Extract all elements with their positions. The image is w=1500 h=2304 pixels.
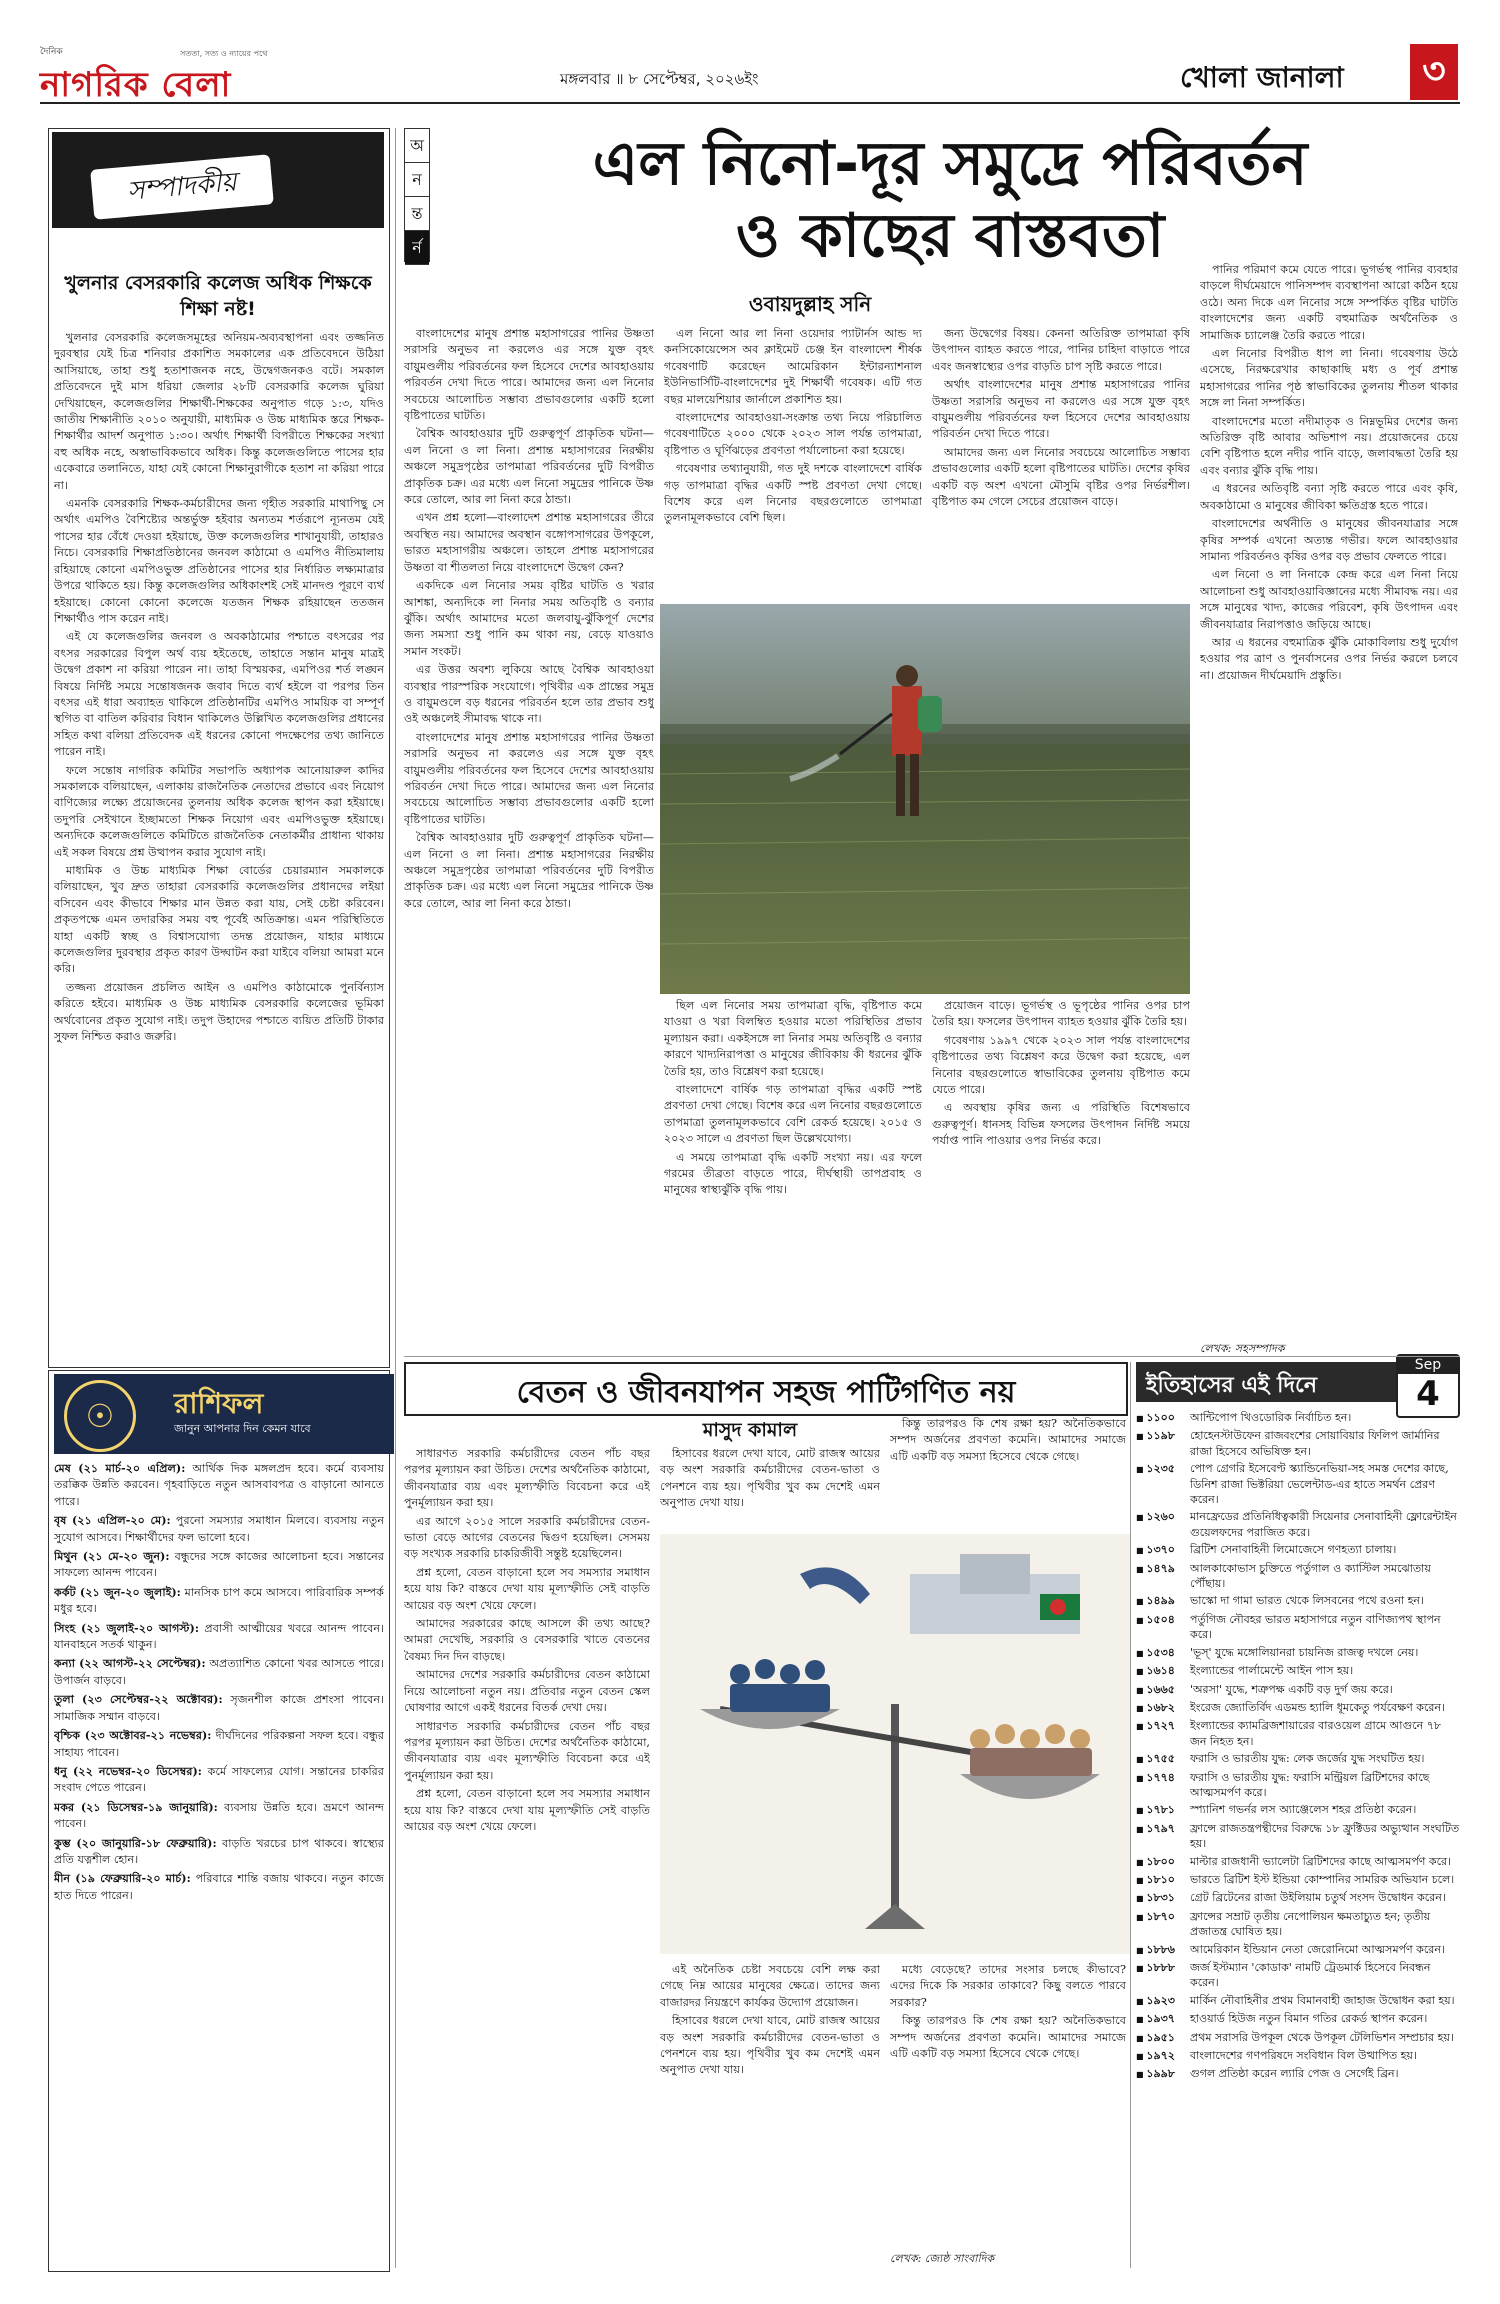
rashifal-sign: বৃশ্চিক (২৩ অক্টোবর-২১ নভেম্বর): bbox=[54, 1728, 212, 1743]
article-paragraph: আর এ ধরনের বহুমাত্রিক ঝুঁকি মোকাবিলায় শুধু দুর্যোগ হওয়ার পর ত্রাণ ও পুনর্বাসনের ওপর নির্ভর করলে চলবে না। প্রয়োজন দীর্ঘমেয়াদি প্রস্তুতি। bbox=[1200, 635, 1458, 682]
history-year: ■ ১৮০০ bbox=[1136, 1854, 1190, 1870]
history-event: হোহেনস্টাউফেন রাজবংশের সোয়াবিয়ার ফিলিপ জার্মানির রাজা হিসেবে অভিষিক্ত হন। bbox=[1190, 1429, 1440, 1458]
history-item bbox=[1136, 1751, 1460, 1767]
history-year: ■ ১৬৬৫ bbox=[1136, 1682, 1190, 1698]
rashifal-sign: মিথুন (২১ মে-২০ জুন): bbox=[54, 1549, 170, 1564]
lead-column-3 bbox=[932, 326, 1190, 598]
editorial-paragraph: এই যে কলেজগুলির জনবল ও অবকাঠামোর পশ্চাতে বৎসরের পর বৎসর সরকারের বিপুল অর্থ ব্যয় হইতেছে, তাহাতে সন্তান মানুষ মাত্রই উদ্বেগ প্রকাশ না করিয়া পারেন না। তাহা বিস্ময়কর, এমপিওর শর্ত লঙ্ঘন বিষয়ে নির্দিষ্ট সময়ে সন্তোষজনক জবাব দিতে ব্যর্থ হইলে বা পরপর তিন বৎসর এই ধারা অব্যাহত থাকিলে প্রতিষ্ঠানটির এমপিও সাময়িক বা সম্পূর্ণ স্থগিত বা বাতিল করিবার বিধান থাকিলেও উল্লিখিত কলেজগুলির প্রধানের সহিত কথা বলিয়া প্রতিবেদক এই ধরনের কোনো পদক্ষেপের তথ্য জানিতে পারেন নাই। bbox=[54, 630, 384, 759]
article-paragraph: সাধারণত সরকারি কর্মচারীদের বেতন পাঁচ বছর পরপর মূল্যায়ন করা উচিত। দেশের অর্থনৈতিক কাঠামো, জীবনযাত্রার ব্যয় এবং মূল্যস্ফীতি বিবেচনা করে এই পুনর্মূল্যায়ন করা হয়। bbox=[404, 1719, 650, 1782]
rashifal-item bbox=[54, 1548, 384, 1582]
rashifal-item bbox=[54, 1799, 384, 1833]
history-item bbox=[1136, 2066, 1460, 2082]
history-item bbox=[1136, 2030, 1460, 2046]
history-event: ফ্রান্সে রাজতন্ত্রপন্থীদের বিরুদ্ধে ১৮ ফ্রুক্টিডর অভ্যুত্থান সংঘটিত হয়। bbox=[1190, 1821, 1460, 1851]
history-year: ■ ১৪৭৯ bbox=[1136, 1561, 1190, 1592]
lead-signature: লেখক: সহসম্পাদক bbox=[1200, 1342, 1285, 1355]
history-year: ■ ১৬৮২ bbox=[1136, 1700, 1190, 1716]
article-paragraph: এর উত্তর অবশ্য লুকিয়ে আছে বৈশ্বিক আবহাওয়া ব্যবস্থার পারস্পরিক সংযোগে। পৃথিবীর এক প্রান্তের সমুদ্র ও বায়ুমণ্ডলে বড় ধরনের পরিবর্তন হলে তার প্রভাব শুধু ওই অঞ্চলেই সীমাবদ্ধ থাকে না। bbox=[404, 663, 654, 726]
section-name: খোলা জানালা bbox=[1180, 61, 1344, 94]
article-paragraph: ছিল এল নিনোর সময় তাপমাত্রা বৃদ্ধি, বৃষ্টিপাত কমে যাওয়া ও খরা বিলম্বিত হওয়ার মতো পরিস্থিতির প্রভাব মূল্যায়ন করা। একইসঙ্গে লা নিনার সময় অতিবৃষ্টি ও বন্যার কারণে খাদ্যনিরাপত্তা ও মানুষের জীবিকায় কী ধরনের ঝুঁকি তৈরি হয়, তাও বিশ্লেষণ করা হয়েছে। bbox=[664, 999, 922, 1078]
rashifal-item bbox=[54, 1512, 384, 1546]
history-event: আলকাকোভাস চুক্তিতে পর্তুগাল ও ক্যাস্টিল সমঝোতায় পৌঁছায়। bbox=[1190, 1561, 1431, 1591]
lead-column-mid1 bbox=[664, 998, 922, 1354]
rashifal-title: রাশিফল bbox=[174, 1387, 264, 1420]
history-item bbox=[1136, 2048, 1460, 2064]
lead-column-2 bbox=[664, 326, 922, 598]
history-item bbox=[1136, 1663, 1460, 1679]
history-title: ইতিহাসের এই দিনে bbox=[1146, 1373, 1317, 1398]
second-headline: বেতন ও জীবনযাপন সহজ পাটিগণিত নয় bbox=[516, 1375, 1016, 1410]
history-item bbox=[1136, 1612, 1460, 1643]
rashifal-sign: বৃষ (২১ এপ্রিল-২০ মে): bbox=[54, 1513, 171, 1528]
history-item bbox=[1136, 1890, 1460, 1906]
history-item bbox=[1136, 1509, 1460, 1540]
article-paragraph: এ সময়ে তাপমাত্রা বৃদ্ধি একটি সংখ্যা নয়। এর ফলে গরমের তীব্রতা বাড়তে পারে, দীর্ঘস্থায়ী তাপপ্রবাহ ও মানুষের স্বাস্থ্যঝুঁকি বৃদ্ধি পায়। bbox=[664, 1150, 922, 1197]
rashifal-sign: সিংহ (২১ জুলাই-২০ আগস্ট): bbox=[54, 1620, 199, 1635]
history-year: ■ ১৭৯৭ bbox=[1136, 1821, 1190, 1852]
history-event: ফরাসি ও ভারতীয় যুদ্ধ: লেক জর্জের যুদ্ধ সংঘটিত হয়। bbox=[1190, 1752, 1425, 1766]
article-paragraph: বাংলাদেশের মানুষ প্রশান্ত মহাসাগরের পানির উষ্ণতা সরাসরি অনুভব না করলেও এর সঙ্গে যুক্ত বৃহৎ বায়ুমণ্ডলীয় পরিবর্তনের ফল হিসেবে দেশের আবহাওয়ায় পরিবর্তন দেখা দিতে পারে। আমাদের জন্য এল নিনোর সবচেয়ে আলোচিত সম্ভাব্য প্রভাবগুলোর একটি হলো বৃষ্টিপাতের ঘাটতি। bbox=[404, 730, 654, 826]
issue-date: মঙ্গলবার ॥ ৮ সেপ্টেম্বর, ২০২৬ইং bbox=[560, 70, 759, 88]
history-year: ■ ১৯২৩ bbox=[1136, 1993, 1190, 2009]
editorial-paragraph: এমনকি বেসরকারি শিক্ষক-কর্মচারীদের জন্য গৃহীত সরকারি মাথাপিছু সে অর্থাৎ এমপিও বৈশিষ্ট্যের অন্তর্ভুক্ত হইবার অন্যতম শর্তরূপে ন্যূনতম যেই পাসের হার বেঁধে দেওয়া হইয়াছে, উক্ত কলেজগুলির শাখানুযায়ী, তাহারও নিচে। বেসরকারি শিক্ষাপ্রতিষ্ঠানের জনবল কাঠামো ও এমপিও নীতিমালায় রহিয়াছে কোনো এমপিওভুক্ত প্রতিষ্ঠানের পাসের হার নির্ধারিত লক্ষ্যমাত্রার উপরে থাকিতে হয়। কিন্তু কলেজগুলির অধিকাংশই সেই মানদণ্ড পূরণে ব্যর্থ হইয়াছে। কোনো কোনো কলেজে যতজন শিক্ষক রহিয়াছেন ততজন শিক্ষার্থীও পাস করেন নাই। bbox=[54, 497, 384, 625]
rashifal-sign: ধনু (২২ নভেম্বর-২০ ডিসেম্বর): bbox=[54, 1763, 202, 1778]
strip-char: অ bbox=[405, 129, 429, 163]
editorial-paragraph: ফলে সন্তোষ নাগরিক কমিটির সভাপতি অধ্যাপক আনোয়ারুল কাদির সমকালকে বলিয়াছেন, এলাকায় রাজনৈতিক নেতাদের প্রভাবে এবং নিয়োগ বাণিজ্যের লক্ষ্যে প্রয়োজনের তুলনায় অধিক কলেজ স্থাপন করা হইয়াছে। তদুপরি সেইখানে ইচ্ছামতো শিক্ষক নিয়োগ এবং এমপিওভুক্ত হইয়াছে। অন্যদিকে কলেজগুলিতে কমিটিতে রাজনৈতিক নেতাকর্মীর প্রাধান্য থাকায় এই সকল বিষয়ে প্রশ্ন উত্থাপন করার সুযোগ নাই। bbox=[54, 763, 384, 859]
article-paragraph: কিন্তু তারপরও কি শেষ রক্ষা হয়? অনৈতিকভাবে সম্পদ অর্জনের প্রবণতা কমেনি। আমাদের সমাজে এটি একটি বড় সমস্যা হিসেবে থেকে গেছে। bbox=[890, 1417, 1126, 1463]
page-number: ৩ bbox=[1410, 44, 1458, 100]
article-paragraph: এল নিনো আর লা নিনা ওয়েদার প্যাটার্নস আন্ড দ্য কনসিকোয়েন্সেস অব ক্লাইমেট চেঞ্জ ইন বাংলাদেশ শীর্ষক গবেষণাটি করেছেন আমেরিকান ইন্টারন্যাশনাল ইউনিভার্সিটি-বাংলাদেশের দুই শিক্ষার্থী গবেষক। এটি গত বছর মালয়েশিয়ার জার্নালে প্রকাশিত হয়। bbox=[664, 327, 922, 406]
rashifal-sign: মেষ (২১ মার্চ-২০ এপ্রিল): bbox=[54, 1461, 186, 1475]
second-signature: লেখক: জ্যেষ্ঠ সাংবাদিক bbox=[890, 2252, 995, 2265]
article-paragraph: আমাদের সরকারের কাছে আসলে কী তথ্য আছে? আমরা দেখেছি, সরকারি ও বেসরকারি খাতে বেতনের বৈষম্য দিন দিন বাড়ছে। bbox=[404, 1617, 650, 1663]
column-divider bbox=[395, 128, 396, 2268]
strip-char: ন্ত bbox=[405, 197, 429, 231]
history-year: ■ ১৯৫১ bbox=[1136, 2030, 1190, 2046]
rashifal-banner bbox=[54, 1374, 394, 1454]
history-year: ■ ১৪৯৯ bbox=[1136, 1593, 1190, 1609]
history-year: ■ ১৮৮৬ bbox=[1136, 1942, 1190, 1958]
history-item bbox=[1136, 1593, 1460, 1609]
article-paragraph: আমাদের দেশের সরকারি কর্মচারীদের বেতন কাঠামো নিয়ে আলোচনা নতুন নয়। প্রতিবার নতুন বেতন স্কেল ঘোষণার আগে একই ধরনের বিতর্ক দেখা দেয়। bbox=[404, 1668, 650, 1715]
history-event: ভারতে ব্রিটিশ ইস্ট ইন্ডিয়া কোম্পানির সামরিক অভিযান চলে। bbox=[1190, 1872, 1455, 1886]
editorial-paragraph: মাধ্যমিক ও উচ্চ মাধ্যমিক শিক্ষা বোর্ডের চেয়ারম্যান সমকালকে বলিয়াছেন, খুব দ্রুত তাহারা বেসরকারি কলেজগুলির প্রধানদের লইয়া বসিবেন এবং কীভাবে শিক্ষার মান উন্নত করা যায়, সেই চেষ্টা করিবেন। প্রকৃতপক্ষে এমন তদারকির সময় বহু পূর্বেই অতিক্রান্ত। এমন পরিস্থিতিতে যাহা একটি স্বচ্ছ ও বিশ্বাসযোগ্য তদন্ত প্রয়োজন, যাহার মাধ্যমে কলেজগুলির দুরবস্থার প্রকৃত কারণ উদ্ঘাটন করা যাইবে বলিয়া আমরা মনে করি। bbox=[54, 864, 384, 976]
section-strip bbox=[404, 128, 430, 262]
lead-headline[interactable] bbox=[440, 128, 1460, 272]
article-paragraph: এখন প্রশ্ন হলো—বাংলাদেশ প্রশান্ত মহাসাগরের তীরে অবস্থিত নয়। আমাদের অবস্থান বঙ্গোপসাগরের উপকূলে, ভারত মহাসাগরীয় অঞ্চলে। তাহলে প্রশান্ত মহাসাগরের উষ্ণতা বা শীতলতা নিয়ে বাংলাদেশে উদ্বেগ কেন? bbox=[404, 511, 654, 574]
history-year: ■ ১৭৮১ bbox=[1136, 1802, 1190, 1818]
rashifal-subtitle: জানুন আপনার দিন কেমন যাবে bbox=[174, 1422, 311, 1435]
history-event: আন্টিপোপ থিওডোরিক নির্বাচিত হন। bbox=[1190, 1411, 1352, 1424]
article-paragraph: আমাদের জন্য এল নিনোর সবচেয়ে আলোচিত সম্ভাব্য প্রভাবগুলোর একটি হলো বৃষ্টিপাতের ঘাটতি। দেশের কৃষির একটি বড় অংশ এখনো মৌসুমি বৃষ্টির ওপর নির্ভরশীল। বৃষ্টিপাত কম গেলে সেচের প্রয়োজন বাড়ে। bbox=[932, 445, 1190, 509]
rashifal-item bbox=[54, 1835, 384, 1869]
history-year: ■ ১৮৮৮ bbox=[1136, 1960, 1190, 1991]
history-event: 'অরসা' যুদ্ধে, শত্রুপক্ষ একটি বড় দুর্গ জয় করে। bbox=[1190, 1682, 1393, 1696]
second-column-2b bbox=[660, 1962, 880, 2266]
rashifal-text: আর্থিক দিক মঙ্গলপ্রদ হবে। কর্মে ব্যবসায় তরক্কিক উন্নতি করবেন। গৃহবাড়িতে নতুন আসবাবপত্র ও বাড়ানো আনতে পারে। bbox=[54, 1462, 384, 1508]
history-event: বাংলাদেশের গণপরিষদে সংবিধান বিল উত্থাপিত হয়। bbox=[1190, 2049, 1417, 2063]
article-paragraph: গবেষণায় ১৯৯৭ থেকে ২০২৩ সাল পর্যন্ত বাংলাদেশের বৃষ্টিপাতের তথ্য বিশ্লেষণ করে উদ্বেগ করা হয়েছে, এল নিনোর বছরগুলোতে স্বাভাবিকের তুলনায় বৃষ্টিপাত কমে যেতে পারে। bbox=[932, 1033, 1190, 1097]
article-paragraph: গবেষণার তথ্যানুযায়ী, গত দুই দশকে বাংলাদেশে বার্ষিক গড় তাপমাত্রা বৃদ্ধির একটি স্পষ্ট প্রবণতা দেখা গেছে। বিশেষ করে এল নিনোর বছরগুলোতে তাপমাত্রা তুলনামূলকভাবে বেশি ছিল। bbox=[664, 462, 922, 525]
history-event: ইংরেজ জ্যোতির্বিদ এডমন্ড হ্যালি ধূমকেতু পর্যবেক্ষণ করেন। bbox=[1190, 1700, 1445, 1714]
rashifal-text: সৃজনশীল কাজে প্রশংসা পাবেন। সামাজিক সম্মান বাড়বে। bbox=[54, 1693, 384, 1723]
history-year: ■ ১৭২৭ bbox=[1136, 1718, 1190, 1749]
article-paragraph: বৈশ্বিক আবহাওয়ার দুটি গুরুত্বপূর্ণ প্রাকৃতিক ঘটনা—এল নিনো ও লা নিনা। প্রশান্ত মহাসাগরের নিরক্ষীয় অঞ্চলে সমুদ্রপৃষ্ঠের তাপমাত্রা পরিবর্তনের দুটি বিপরীত প্রাকৃতিক চক্র। এর মধ্যে এল নিনো সমুদ্রের পানিকে উষ্ণ করে তোলে, আর লা নিনা করে ঠান্ডা। bbox=[404, 831, 654, 910]
history-item bbox=[1136, 1821, 1460, 1852]
history-event: মার্কিন নৌবাহিনীর প্রথম বিমানবাহী জাহাজ উদ্বোধন করা হয়। bbox=[1190, 1993, 1455, 2007]
history-event: প্রথম সরাসরি উপকূল থেকে উপকূল টেলিভিশন সম্প্রচার হয়। bbox=[1190, 2030, 1454, 2044]
history-item bbox=[1136, 1461, 1460, 1507]
rashifal-sign: কুম্ভ (২০ জানুয়ারি-১৮ ফেব্রুয়ারি): bbox=[54, 1835, 217, 1850]
history-year: ■ ১১০০ bbox=[1136, 1410, 1190, 1426]
article-paragraph: প্রয়োজন বাড়ে। ভূগর্ভস্থ ও ভূপৃষ্ঠের পানির ওপর চাপ তৈরি হয়। ফসলের উৎপাদন ব্যাহত হওয়ার ঝুঁকি তৈরি হয়। bbox=[932, 999, 1190, 1029]
rashifal-sign: মকর (২১ ডিসেম্বর-১৯ জানুয়ারি): bbox=[54, 1799, 218, 1814]
rashifal-item bbox=[54, 1620, 384, 1654]
history-year: ■ ১৮১০ bbox=[1136, 1872, 1190, 1888]
rashifal-text: মানসিক চাপ কমে আসবে। পারিবারিক সম্পর্ক মধুর হবে। bbox=[54, 1585, 384, 1616]
article-paragraph: অর্থাৎ বাংলাদেশের মানুষ প্রশান্ত মহাসাগরের পানির উষ্ণতা সরাসরি অনুভব না করলেও এর সঙ্গে যুক্ত বৃহৎ বায়ুমণ্ডলীয় পরিবর্তনের ফল হিসেবে দেশের আবহাওয়ায় পরিবর্তন দেখা দিতে পারে। bbox=[932, 378, 1190, 441]
article-paragraph: প্রশ্ন হলো, বেতন বাড়ানো হলে সব সমস্যার সমাধান হয়ে যায় কি? বাস্তবে দেখা যায় মূল্যস্ফীতি সেই বাড়তি আয়ের বড় অংশ খেয়ে ফেলে। bbox=[404, 1565, 650, 1612]
history-event: মাল্টার রাজধানী ভ্যালেটা ব্রিটিশদের কাছে আত্মসমর্পণ করে। bbox=[1190, 1854, 1452, 1868]
article-paragraph: হিসাবের ধরলে দেখা যাবে, মোট রাজস্ব আয়ের বড় অংশ সরকারি কর্মচারীদের বেতন-ভাতা ও পেনশনে ব্যয় হয়। পৃথিবীর খুব কম দেশেই এমন অনুপাত দেখা যায়। bbox=[660, 1447, 880, 1510]
history-year: ■ ১৯৯৮ bbox=[1136, 2066, 1190, 2082]
rashifal-item bbox=[54, 1691, 384, 1725]
rashifal-sign: তুলা (২৩ সেপ্টেম্বর-২২ অক্টোবর): bbox=[54, 1692, 223, 1707]
history-item bbox=[1136, 1960, 1460, 1991]
history-event: ফ্রান্সের সম্রাট তৃতীয় নেপোলিয়ন ক্ষমতাচ্যুত হন; তৃতীয় প্রজাতন্ত্র ঘোষিত হয়। bbox=[1190, 1909, 1431, 1939]
history-year: ■ ১২৩৫ bbox=[1136, 1461, 1190, 1507]
cartoon-illustration[interactable] bbox=[660, 1534, 1130, 1954]
history-event: ভাস্কো দা গামা ভারত থেকে লিসবনের পথে রওনা হন। bbox=[1190, 1594, 1424, 1608]
rashifal-item bbox=[54, 1655, 384, 1689]
history-event: ইংল্যান্ডের পার্লামেন্টে আইন পাস হয়। bbox=[1190, 1664, 1354, 1678]
article-paragraph: বাংলাদেশের আবহাওয়া-সংক্রান্ত তথ্য নিয়ে পরিচালিত গবেষণাটিতে ২০০০ থেকে ২০২৩ সাল পর্যন্ত তাপমাত্রা, বৃষ্টিপাত ও ঘূর্ণিঝড়ের প্রবণতা পর্যালোচনা করা হয়েছে। bbox=[664, 411, 922, 457]
column-divider bbox=[1130, 1362, 1131, 2268]
second-headline-box[interactable] bbox=[404, 1362, 1128, 1416]
history-list bbox=[1136, 1410, 1460, 2270]
article-paragraph: বাংলাদেশের মানুষ প্রশান্ত মহাসাগরের পানির উষ্ণতা সরাসরি অনুভব না করলেও এর সঙ্গে যুক্ত বৃহৎ বায়ুমণ্ডলীয় পরিবর্তনের ফল হিসেবে দেশের আবহাওয়ায় পরিবর্তন দেখা দিতে পারে। আমাদের জন্য এল নিনোর সবচেয়ে আলোচিত সম্ভাব্য প্রভাবগুলোর একটি হলো বৃষ্টিপাতের ঘাটতি। bbox=[404, 327, 654, 423]
rashifal-item bbox=[54, 1763, 384, 1797]
rashifal-text: অপ্রত্যাশিত কোনো খবর আসতে পারে। উপার্জন বাড়বে। bbox=[54, 1657, 384, 1687]
article-paragraph: জন্য উদ্বেগের বিষয়। কেননা অতিরিক্ত তাপমাত্রা কৃষি উৎপাদন ব্যাহত করতে পারে, পানির চাহিদা বাড়াতে পারে এবং জনস্বাস্থ্যের ওপর বাড়তি চাপ সৃষ্টি করতে পারে। bbox=[932, 327, 1190, 373]
history-year: ■ ১৮৩১ bbox=[1136, 1890, 1190, 1906]
article-paragraph: কিন্তু তারপরও কি শেষ রক্ষা হয়? অনৈতিকভাবে সম্পদ অর্জনের প্রবণতা কমেনি। আমাদের সমাজে এটি একটি বড় সমস্যা হিসেবে থেকে গেছে। bbox=[890, 2014, 1126, 2061]
rashifal-list bbox=[54, 1460, 384, 2270]
article-paragraph: বাংলাদেশের মতো নদীমাতৃক ও নিম্নভূমির দেশের জন্য অতিরিক্ত বৃষ্টি আবার অভিশাপ নয়। প্রয়োজনের চেয়ে বেশি বৃষ্টিপাত হলে নদীর পানি বাড়ে, জলাবদ্ধতা তৈরি হয় এবং বন্যার ঝুঁকি বৃদ্ধি পায়। bbox=[1200, 414, 1458, 477]
history-event: জর্জ ইস্টম্যান 'কোডাক' নামটি ট্রেডমার্ক হিসেবে নিবন্ধন করেন। bbox=[1190, 1961, 1431, 1990]
history-event: মানফ্রেডের প্রতিনিধিত্বকারী সিয়েনার সেনাবাহিনী ফ্লোরেন্টাইন গুয়েলফদের পরাজিত করে। bbox=[1190, 1510, 1457, 1539]
article-paragraph: এ অবস্থায় কৃষির জন্য এ পরিস্থিতি বিশেষভাবে গুরুত্বপূর্ণ। ধানসহ বিভিন্ন ফসলের উৎপাদন নির্দিষ্ট সময়ে পর্যাপ্ত পানি পাওয়ার ওপর নির্ভর করে। bbox=[932, 1101, 1190, 1148]
strip-char: ন bbox=[405, 163, 429, 197]
history-item bbox=[1136, 1561, 1460, 1592]
history-year: ■ ১৬১৪ bbox=[1136, 1663, 1190, 1679]
history-year: ■ ১১৯৮ bbox=[1136, 1428, 1190, 1459]
rashifal-text: বন্ধুদের সঙ্গে কাজের আলোচনা হবে। সন্তানের সাফল্যে আনন্দ পাবেন। bbox=[54, 1550, 384, 1580]
history-item bbox=[1136, 1718, 1460, 1749]
history-event: ফরাসি ও ভারতীয় যুদ্ধ: ফরাসি মন্ট্রিয়ল ব্রিটিশদের কাছে আত্মসমর্পণ করে। bbox=[1190, 1770, 1430, 1799]
history-event: হাওয়ার্ড হিউজ নতুন বিমান গতির রেকর্ড স্থাপন করেন। bbox=[1190, 2012, 1428, 2026]
history-year: ■ ১৫০৪ bbox=[1136, 1612, 1190, 1643]
history-item bbox=[1136, 1854, 1460, 1870]
rashifal-item bbox=[54, 1727, 384, 1761]
section-divider bbox=[404, 1356, 1460, 1357]
zodiac-wheel-icon: ☉ bbox=[64, 1380, 136, 1452]
article-paragraph: বৈশ্বিক আবহাওয়ার দুটি গুরুত্বপূর্ণ প্রাকৃতিক ঘটনা—এল নিনো ও লা নিনা। প্রশান্ত মহাসাগরের নিরক্ষীয় অঞ্চলে সমুদ্রপৃষ্ঠের তাপমাত্রা পরিবর্তনের দুটি বিপরীত প্রাকৃতিক চক্র। এর মধ্যে এল নিনো সমুদ্রের পানিকে উষ্ণ করে তোলে, আর লা নিনা করে ঠান্ডা। bbox=[404, 427, 654, 507]
history-event: পর্তুগিজ নৌবহর ভারত মহাসাগরে নতুন বাণিজ্যপথ স্থাপন করে। bbox=[1190, 1612, 1441, 1642]
article-paragraph: পানির পরিমাণ কমে যেতে পারে। ভূগর্ভস্থ পানির ব্যবহার বাড়লে দীর্ঘমেয়াদে পানিসম্পদ ব্যবস্থাপনা আরো কঠিন হয়ে ওঠে। অন্য দিকে এল নিনোর সঙ্গে সম্পর্কিত বৃষ্টির ঘাটতি বাংলাদেশের জন্য একটি বহুমাত্রিক অর্থনৈতিক ও সামাজিক চ্যালেঞ্জ তৈরি করতে পারে। bbox=[1200, 263, 1458, 342]
editorial-paragraph: খুলনার বেসরকারি কলেজসমূহের অনিয়ম-অব্যবস্থাপনা এবং তজ্জনিত দুরবস্থার যেই চিত্র শনিবার প্রকাশিত সমকালের এক প্রতিবেদনে উঠিয়া আসিয়াছে, তাহা শুধু হতাশাজনক নহে, উদ্বেগজনকও বটে। সমকাল প্রতিবেদনে দুই মাস ধরিয়া জেলার ২৮টি বেসরকারি কলেজ ঘুরিয়া দেখিয়াছেন, কলেজগুলির শিক্ষার্থী-শিক্ষকের অনুপাত গড়ে ১:৩, যদিও জাতীয় শিক্ষানীতি ২০১০ অনুযায়ী, মাধ্যমিক ও উচ্চ মাধ্যমিক স্তরে শিক্ষক-শিক্ষার্থীর আদর্শ অনুপাত ১:৩০। অর্থাৎ শিক্ষার্থী বিপরীতে শিক্ষকের সংখ্যা বহু অধিক নহে, অস্বাভাবিকভাবে অধিক। কিন্তু কলেজগুলিতে পাসের হার একেবারে তলানিতে, যাহা যেই কোনো শিক্ষানুরাগীকে হতাশ না করিয়া পারে না। bbox=[54, 331, 384, 492]
article-paragraph: হিসাবের ধরলে দেখা যাবে, মোট রাজস্ব আয়ের বড় অংশ সরকারি কর্মচারীদের বেতন-ভাতা ও পেনশনে ব্যয় হয়। পৃথিবীর খুব কম দেশেই এমন অনুপাত দেখা যায়। bbox=[660, 2014, 880, 2077]
article-paragraph: প্রশ্ন হলো, বেতন বাড়ানো হলে সব সমস্যার সমাধান হয়ে যায় কি? বাস্তবে দেখা যায় মূল্যস্ফীতি সেই বাড়তি আয়ের বড় অংশ খেয়ে ফেলে। bbox=[404, 1787, 650, 1833]
logo-main: নাগরিক বেলা bbox=[40, 65, 232, 105]
lead-column-1 bbox=[404, 326, 654, 1354]
history-item bbox=[1136, 1942, 1460, 1958]
editorial-paragraph: তজ্জন্য প্রয়োজন প্রচলিত আইন ও এমপিও কাঠামোকে পুনর্বিন্যাস করিতে হইবে। মাধ্যমিক ও উচ্চ মাধ্যমিক বেসরকারি কলেজের ভূমিকা অর্থবোনের প্রকৃত সুযোগ নাই। তদুপ উহাদের পশ্চাতে ব্যয়িত প্রতিটি টাকার সুফল নিশ্চিত করাও জরুরি। bbox=[54, 980, 384, 1044]
editorial-banner bbox=[52, 132, 384, 260]
logo-tagline: সততা, সত্য ও ন্যায়ের পথে bbox=[180, 49, 268, 58]
history-year: ■ ১৭৫৫ bbox=[1136, 1751, 1190, 1767]
article-paragraph: এল নিনোর বিপরীত ধাপ লা নিনা। গবেষণায় উঠে এসেছে, নিরক্ষরেখার কাছাকাছি মধ্য ও পূর্ব প্রশান্ত মহাসাগরের পানির পৃষ্ঠ স্বাভাবিকের তুলনায় শীতল থাকার সঙ্গে লা নিনা সম্পর্কিত। bbox=[1200, 347, 1458, 410]
rashifal-item bbox=[54, 1870, 384, 1904]
history-year: ■ ১৮৭০ bbox=[1136, 1909, 1190, 1940]
history-item bbox=[1136, 1410, 1460, 1426]
article-paragraph: মধ্যে বেড়েছে? তাদের সংসার চলছে কীভাবে? এদের দিকে কি সরকার তাকাবে? কিছু বলতে পারবে সরকার? bbox=[890, 1963, 1126, 2009]
history-item bbox=[1136, 1542, 1460, 1558]
history-year: ■ ১৯৭২ bbox=[1136, 2048, 1190, 2064]
article-paragraph: এই অনৈতিক চেষ্টা সবচেয়ে বেশি লক্ষ করা গেছে নিম্ন আয়ের মানুষের ক্ষেত্রে। তাদের জন্য বাজারদর নিয়ন্ত্রণে কার্যকর উদ্যোগ প্রয়োজন। bbox=[660, 1963, 880, 2009]
editorial-body bbox=[54, 330, 384, 1360]
history-item bbox=[1136, 1993, 1460, 2009]
history-item bbox=[1136, 1770, 1460, 1801]
history-item bbox=[1136, 2011, 1460, 2027]
article-paragraph: বাংলাদেশের অর্থনীতি ও মানুষের জীবনযাত্রার সঙ্গে কৃষির সম্পর্ক এখনো অত্যন্ত গভীর। ফলে আবহাওয়ার সামান্য পরিবর্তনও কৃষির ওপর বড় প্রভাব ফেলতে পারে। bbox=[1200, 517, 1458, 563]
rashifal-item bbox=[54, 1584, 384, 1618]
second-column-1 bbox=[404, 1446, 650, 2266]
editorial-title: খুলনার বেসরকারি কলেজ অধিক শিক্ষকে শিক্ষা নষ্ট! bbox=[64, 272, 372, 320]
lead-byline: ওবায়দুল্লাহ সনি bbox=[748, 292, 872, 316]
rashifal-text: প্রবাসী আত্মীয়ের খবরে আনন্দ পাবেন। যানবাহনে সতর্ক থাকুন। bbox=[54, 1621, 384, 1652]
history-item bbox=[1136, 1802, 1460, 1818]
article-paragraph: সাধারণত সরকারি কর্মচারীদের বেতন পাঁচ বছর পরপর মূল্যায়ন করা উচিত। দেশের অর্থনৈতিক কাঠামো, জীবনযাত্রার ব্যয় এবং মূল্যস্ফীতি বিবেচনা করে এই পুনর্মূল্যায়ন করা হয়। bbox=[404, 1447, 650, 1510]
rashifal-text: ব্যবসায় উন্নতি হবে। ভ্রমণে আনন্দ পাবেন। bbox=[54, 1800, 384, 1831]
history-event: ইংল্যান্ডের ক্যামব্রিজশায়ারের বারওয়েল গ্রামে আগুনে ৭৮ জন নিহত হন। bbox=[1190, 1719, 1442, 1748]
history-event: পোপ গ্রেগরি ইসেবেণ্ট স্ক্যান্ডিনেভিয়া-সহ সমস্ত দেশের কাছে, ডিনিশ রাজা ভিক্টরিয়া ভেলেন্টাড-এর হাতে সমর্থন প্রেরণ করেন। bbox=[1190, 1462, 1449, 1507]
history-item bbox=[1136, 1645, 1460, 1661]
history-item bbox=[1136, 1872, 1460, 1888]
history-year: ■ ১৯৩৭ bbox=[1136, 2011, 1190, 2027]
article-paragraph: বাংলাদেশে বার্ষিক গড় তাপমাত্রা বৃদ্ধির একটি স্পষ্ট প্রবণতা দেখা গেছে। বিশেষ করে এল নিনোর বছরগুলোতে তাপমাত্রা তুলনামূলকভাবে বেশি রেকর্ড হয়েছে। ২০১৫ ও ২০২৩ সালে এ প্রবণতা ছিল উল্লেখযোগ্য। bbox=[664, 1083, 922, 1146]
history-year: ■ ১৫৩৪ bbox=[1136, 1645, 1190, 1661]
rashifal-text: পুরনো সমস্যার সমাধান মিলবে। ব্যবসায় নতুন সুযোগ আসবে। শিক্ষার্থীদের ফল ভালো হবে। bbox=[54, 1514, 384, 1544]
second-column-3b bbox=[890, 1962, 1126, 2242]
second-column-3 bbox=[890, 1416, 1126, 1530]
article-paragraph: এর আগে ২০১৫ সালে সরকারি কর্মচারীদের বেতন-ভাতা বেড়ে আগের বেতনের দ্বিগুণ হয়েছিল। সেসময় বড় সংখ্যক সরকারি চাকরিজীবী সন্তুষ্ট হয়েছিলেন। bbox=[404, 1514, 650, 1561]
history-item bbox=[1136, 1700, 1460, 1716]
article-paragraph: এ ধরনের অতিবৃষ্টি বন্যা সৃষ্টি করতে পারে এবং কৃষি, অবকাঠামো ও মানুষের জীবিকা ক্ষতিগ্রস্ত হতে পারে। bbox=[1200, 482, 1458, 512]
rashifal-text: পরিবারে শান্তি বজায় থাকবে। নতুন কাজে হাত দিতে পারেন। bbox=[54, 1872, 384, 1902]
history-year: ■ ১৭৭৪ bbox=[1136, 1770, 1190, 1801]
article-paragraph: এল নিনো ও লা নিনাকে কেন্দ্র করে এল নিনা নিয়ে আলোচনা শুধু আবহাওয়াবিজ্ঞানের মধ্যে সীমাবদ্ধ নয়। এর সঙ্গে মানুষের খাদ্য, কাজের পরিবেশ, কৃষি উৎপাদন এবং জীবনযাত্রার নিরাপত্তাও জড়িয়ে আছে। bbox=[1200, 568, 1458, 631]
lead-column-mid2 bbox=[932, 998, 1190, 1354]
lead-headline-line2: ও কাছের বাস্তবতা bbox=[735, 201, 1165, 271]
history-event: গ্রেট ব্রিটেনের রাজা উইলিয়াম চতুর্থ সংসদ উদ্বোধন করেন। bbox=[1190, 1891, 1446, 1905]
editorial-label: সম্পাদকীয় bbox=[90, 154, 274, 219]
calendar-month: Sep bbox=[1398, 1356, 1458, 1374]
rashifal-item bbox=[54, 1460, 384, 1510]
history-year: ■ ১৩৭০ bbox=[1136, 1542, 1190, 1558]
lead-column-4 bbox=[1200, 262, 1458, 1338]
history-event: আমেরিকান ইন্ডিয়ান নেতা জেরোনিমো আত্মসমর্পণ করেন। bbox=[1190, 1942, 1445, 1956]
second-column-2 bbox=[660, 1446, 880, 1530]
strip-char: র্ন bbox=[405, 231, 429, 265]
calendar-icon bbox=[1396, 1354, 1460, 1418]
history-event: 'ভূস্' যুদ্ধে মঙ্গোলিয়ানরা চায়নিজ রাজত্ব দখলে নেয়। bbox=[1190, 1645, 1419, 1659]
rashifal-text: বাড়তি খরচের চাপ থাকবে। স্বাস্থ্যের প্রতি যত্নশীল হোন। bbox=[54, 1836, 384, 1866]
history-item bbox=[1136, 1909, 1460, 1940]
lead-photo[interactable] bbox=[660, 604, 1190, 994]
calendar-day: 4 bbox=[1416, 1374, 1440, 1414]
rashifal-sign: কন্যা (২২ আগস্ট-২২ সেপ্টেম্বর): bbox=[54, 1656, 206, 1671]
history-event: গুগল প্রতিষ্ঠা করেন ল্যারি পেজ ও সের্গেই ব্রিন। bbox=[1190, 2067, 1399, 2081]
history-item bbox=[1136, 1682, 1460, 1698]
rashifal-text: কর্মে সাফল্যের যোগ। সন্তানের চাকরির সংবাদ পেতে পারেন। bbox=[54, 1764, 384, 1795]
history-year: ■ ১২৬০ bbox=[1136, 1509, 1190, 1540]
logo-sub: দৈনিক bbox=[40, 47, 63, 57]
rashifal-text: দীর্ঘদিনের পরিকল্পনা সফল হবে। বন্ধুর সাহায্য পাবেন। bbox=[54, 1729, 384, 1759]
article-paragraph: একদিকে এল নিনোর সময় বৃষ্টির ঘাটতি ও খরার আশঙ্কা, অন্যদিকে লা নিনার সময় অতিবৃষ্টি ও বন্যার ঝুঁকি। অর্থাৎ আমাদের মতো জলবায়ু-ঝুঁকিপূর্ণ দেশের জন্য সমস্যা শুধু পানি কম থাকা নয়, বেড়ে যাওয়াও সমান সংকট। bbox=[404, 579, 654, 658]
history-event: স্প্যানিশ গভর্নর লস অ্যাঞ্জেলেস শহর প্রতিষ্ঠা করেন। bbox=[1190, 1803, 1417, 1817]
rashifal-sign: কর্কট (২১ জুন-২০ জুলাই): bbox=[54, 1584, 181, 1599]
rashifal-sign: মীন (১৯ ফেব্রুয়ারি-২০ মার্চ): bbox=[54, 1871, 191, 1886]
second-byline: মাসুদ কামাল bbox=[702, 1419, 798, 1441]
newspaper-logo[interactable] bbox=[40, 44, 300, 105]
lead-headline-line1: এল নিনো-দূর সমুদ্রে পরিবর্তন bbox=[592, 129, 1308, 199]
history-event: ব্রিটিশ সেনাবাহিনী লিমোজেসে গণহত্যা চালায়। bbox=[1190, 1543, 1397, 1557]
history-item bbox=[1136, 1428, 1460, 1459]
